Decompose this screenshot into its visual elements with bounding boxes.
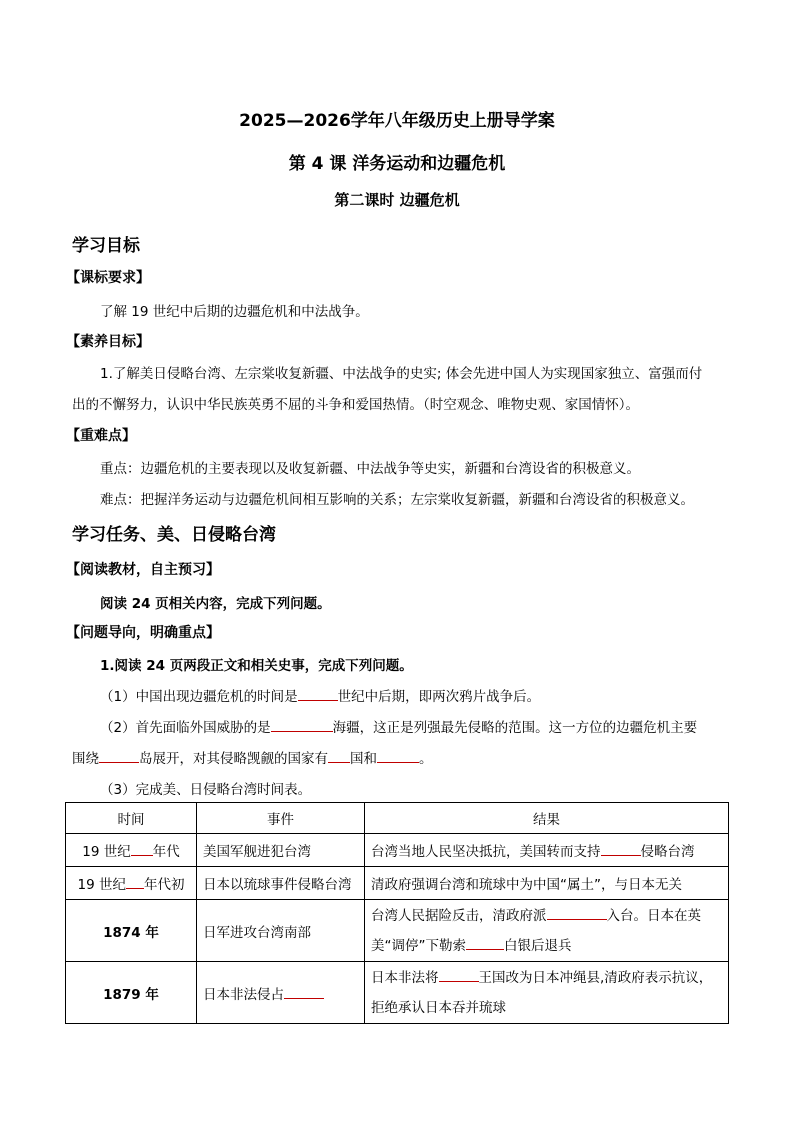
header-event: 事件 [197, 803, 365, 834]
answer-blank[interactable] [328, 750, 350, 763]
answer-blank[interactable] [99, 750, 139, 763]
taiwan-invasion-table [65, 802, 729, 1024]
answer-blank[interactable] [126, 876, 144, 889]
question-1-2: （2）首先面临外国威胁的是 海疆，这正是列强最先侵略的范围。这一方位的边疆危机主要 [100, 720, 698, 736]
answer-blank[interactable] [284, 986, 324, 999]
document-title: 2025—2026学年八年级历史上册导学案 [239, 111, 555, 131]
lesson-title: 第 4 课 洋务运动和边疆危机 [288, 154, 506, 174]
reading-label: 【阅读教材，自主预习】 [66, 562, 220, 578]
question-1-3: （3）完成美、日侵略台湾时间表。 [100, 782, 312, 798]
curriculum-label: 【课标要求】 [66, 270, 150, 286]
key-points-text: 重点：边疆危机的主要表现以及收复新疆、中法战争等史实，新疆和台湾设省的积极意义。 [100, 461, 640, 477]
time-cell: 1874 年 [66, 900, 197, 962]
question-1-1: （1）中国出现边疆危机的时间是 世纪中后期，即两次鸦片战争后。 [100, 689, 541, 705]
answer-blank[interactable] [547, 907, 607, 920]
task-heading: 学习任务、美、日侵略台湾 [72, 525, 276, 545]
answer-blank[interactable] [439, 969, 479, 982]
literacy-text-2: 出的不懈努力，认识中华民族英勇不屈的斗争和爱国热情。（时空观念、唯物史观、家国情怀）。 [72, 397, 639, 413]
time-cell: 19 世纪 年代初 [66, 867, 197, 900]
table-row [66, 867, 729, 900]
event-cell: 美国军舰进犯台湾 [197, 834, 365, 867]
result-cell: 日本非法将 王国改为日本冲绳县,清政府表示抗议， 拒绝承认日本吞并琉球 [365, 962, 729, 1024]
difficult-points-text: 难点：把握洋务运动与边疆危机间相互影响的关系；左宗棠收复新疆，新疆和台湾设省的积极意义。 [100, 492, 694, 508]
answer-blank[interactable] [131, 843, 153, 856]
key-points-label: 【重难点】 [66, 428, 136, 444]
question-1-2-cont: 围绕 岛展开，对其侵略觊觎的国家有 国和 。 [72, 751, 433, 767]
answer-blank[interactable] [377, 750, 419, 763]
question-label: 【问题导向，明确重点】 [66, 625, 220, 641]
curriculum-text: 了解 19 世纪中后期的边疆危机和中法战争。 [100, 304, 369, 320]
answer-blank[interactable] [271, 719, 333, 732]
answer-blank[interactable] [466, 937, 504, 950]
table-row [66, 962, 729, 1024]
result-cell: 清政府强调台湾和琉球中为中国“属土”，与日本无关 [365, 867, 729, 900]
table-header-row [66, 803, 729, 834]
time-cell: 1879 年 [66, 962, 197, 1024]
answer-blank[interactable] [601, 843, 641, 856]
event-cell: 日军进攻台湾南部 [197, 900, 365, 962]
session-title: 第二课时 边疆危机 [334, 191, 460, 209]
answer-blank[interactable] [298, 688, 338, 701]
table-row [66, 900, 729, 962]
time-cell: 19 世纪 年代 [66, 834, 197, 867]
header-result: 结果 [365, 803, 729, 834]
question-1: 1.阅读 24 页两段正文和相关史事，完成下列问题。 [100, 658, 413, 674]
literacy-label: 【素养目标】 [66, 334, 150, 350]
event-cell: 日本以琉球事件侵略台湾 [197, 867, 365, 900]
result-cell: 台湾当地人民坚决抵抗，美国转而支持 侵略台湾 [365, 834, 729, 867]
literacy-text-1: 1.了解美日侵略台湾、左宗棠收复新疆、中法战争的史实; 体会先进中国人为实现国家独立、富强而付 [100, 366, 703, 382]
result-cell: 台湾人民据险反击，清政府派 入台。日本在英 美“调停”下勒索 白银后退兵 [365, 900, 729, 962]
reading-text: 阅读 24 页相关内容，完成下列问题。 [100, 596, 331, 612]
table-row [66, 834, 729, 867]
event-cell: 日本非法侵占 [197, 962, 365, 1024]
goals-heading: 学习目标 [72, 236, 140, 256]
header-time: 时间 [66, 803, 197, 834]
